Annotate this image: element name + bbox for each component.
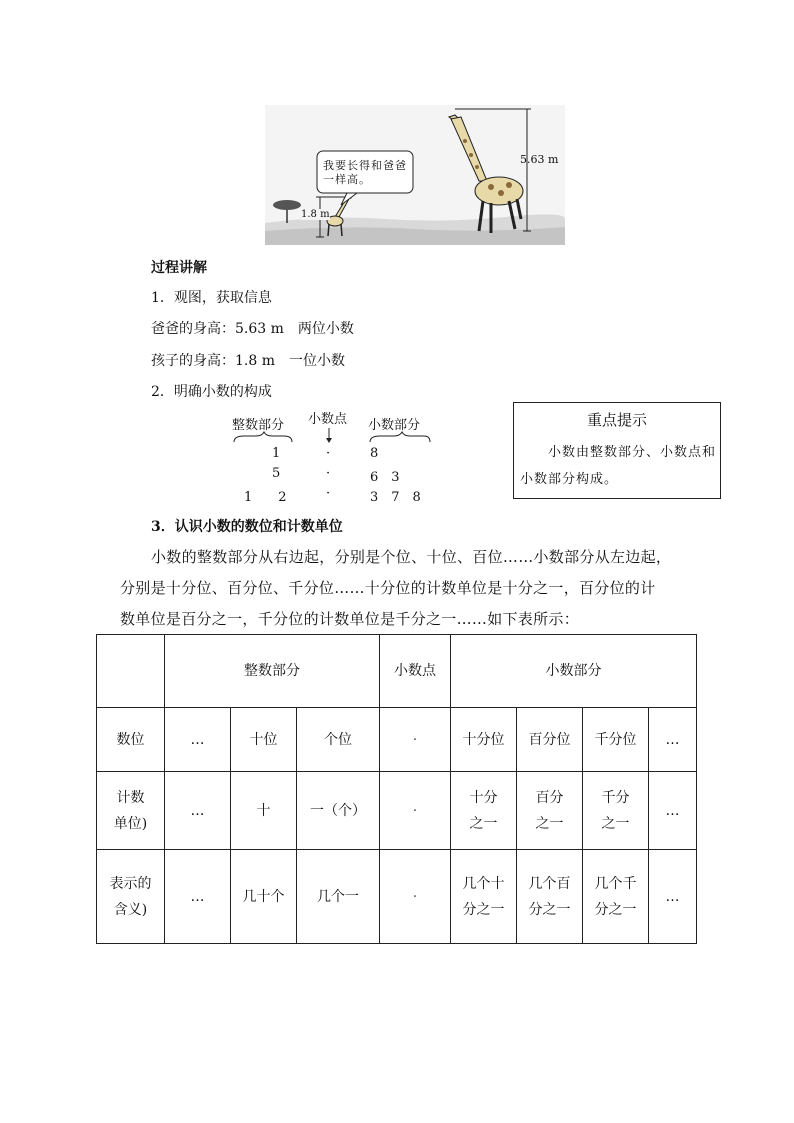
- meaning-cell-thousandths-line1: 几个千: [594, 875, 637, 892]
- table-row-unit: [97, 772, 697, 850]
- meaning-cell-hundredths-line2: 分之一: [528, 901, 571, 918]
- place-value-table: [96, 634, 697, 944]
- meaning-cell-tenths: [451, 850, 517, 944]
- table-row-meaning: [97, 850, 697, 944]
- place-cell-tens: 十位: [231, 708, 297, 772]
- step3-title: 3．认识小数的数位和计数单位: [151, 519, 343, 535]
- diagram-row3-fraction: 3 7 8: [370, 490, 421, 505]
- unit-cell-point: ·: [380, 772, 451, 850]
- section-title: 过程讲解: [151, 260, 207, 276]
- diagram-row2-point: ·: [326, 466, 331, 481]
- key-tip-box: [513, 402, 721, 499]
- place-label: 数位: [97, 708, 165, 772]
- unit-cell-tenth-line1: 十分: [469, 789, 498, 806]
- unit-cell-tenth: [451, 772, 517, 850]
- meaning-label: [97, 850, 165, 944]
- diagram-fraction-header: 小数部分: [368, 418, 421, 433]
- place-cell-tenths: 十分位: [451, 708, 517, 772]
- place-cell-hundredths: 百分位: [517, 708, 583, 772]
- meaning-cell-ellipsis-left: …: [165, 850, 231, 944]
- diagram-row2-fraction: 6 3: [370, 470, 400, 485]
- meaning-cell-thousandths-line2: 分之一: [594, 901, 637, 918]
- diagram-row1-fraction: 8: [370, 446, 379, 461]
- decimal-composition-diagram: [230, 408, 440, 508]
- diagram-row1-integer: 1: [272, 446, 281, 461]
- header-integer-part: 整数部分: [165, 635, 380, 708]
- step1-line2: 孩子的身高：1.8 m 一位小数: [151, 353, 345, 369]
- dad-height-label: 5.63 m: [520, 153, 559, 166]
- place-cell-ellipsis-right: …: [649, 708, 697, 772]
- meaning-cell-hundredths-line1: 几个百: [528, 875, 571, 892]
- giraffe-scene-drawing: [265, 105, 565, 245]
- diagram-row2-integer: 5: [272, 466, 281, 481]
- table-header-row: [97, 635, 697, 708]
- unit-cell-thousandth-line2: 之一: [601, 815, 630, 832]
- unit-cell-ten: 十: [231, 772, 297, 850]
- step1-title: 1．观图，获取信息: [151, 290, 272, 306]
- meaning-cell-thousandths: [583, 850, 649, 944]
- unit-label: [97, 772, 165, 850]
- meaning-cell-ellipsis-right: …: [649, 850, 697, 944]
- diagram-point-header: 小数点: [308, 412, 348, 427]
- unit-label-line2: 单位): [113, 815, 148, 832]
- tip-body: 小数由整数部分、小数点和小数部分构成。: [520, 445, 717, 487]
- unit-cell-hundredth-line2: 之一: [535, 815, 564, 832]
- step3-paragraph-line3: 数单位是百分之一，千分位的计数单位是千分之一……如下表所示：: [120, 610, 580, 628]
- meaning-cell-point: ·: [380, 850, 451, 944]
- meaning-cell-hundredths: [517, 850, 583, 944]
- unit-cell-ellipsis-right: …: [649, 772, 697, 850]
- unit-cell-one: 一（个）: [297, 772, 380, 850]
- unit-cell-ellipsis-left: …: [165, 772, 231, 850]
- meaning-cell-ones: 几个一: [297, 850, 380, 944]
- unit-cell-hundredth: [517, 772, 583, 850]
- tip-title: 重点提示: [586, 411, 647, 429]
- meaning-label-line1: 表示的: [109, 875, 152, 892]
- meaning-label-line2: 含义): [113, 901, 148, 918]
- speech-bubble-text: 我要长得和爸爸一样高。: [323, 159, 407, 186]
- meaning-cell-tenths-line2: 分之一: [462, 901, 505, 918]
- place-cell-ellipsis-left: …: [165, 708, 231, 772]
- child-height-label: 1.8 m: [301, 209, 330, 220]
- diagram-row1-point: ·: [326, 446, 331, 461]
- place-cell-point: ·: [380, 708, 451, 772]
- table-corner-cell: [97, 635, 165, 708]
- step2-title: 2．明确小数的构成: [151, 384, 272, 400]
- unit-cell-thousandth: [583, 772, 649, 850]
- place-cell-ones: 个位: [297, 708, 380, 772]
- unit-cell-hundredth-line1: 百分: [535, 789, 564, 806]
- diagram-braces: [230, 408, 440, 448]
- unit-cell-thousandth-line1: 千分: [601, 789, 630, 806]
- diagram-row3-integer: 1 2: [244, 490, 287, 505]
- unit-label-line1: 计数: [116, 789, 145, 806]
- meaning-cell-tenths-line1: 几个十: [462, 875, 505, 892]
- unit-cell-tenth-line2: 之一: [469, 815, 498, 832]
- step3-paragraph-line2: 分别是十分位、百分位、千分位……十分位的计数单位是十分之一，百分位的计: [120, 579, 656, 597]
- giraffe-illustration: [265, 105, 565, 245]
- step1-line1: 爸爸的身高：5.63 m 两位小数: [151, 321, 354, 337]
- table-row-place: [97, 708, 697, 772]
- diagram-row3-point: ·: [326, 486, 331, 501]
- place-cell-thousandths: 千分位: [583, 708, 649, 772]
- meaning-cell-tens: 几十个: [231, 850, 297, 944]
- diagram-integer-header: 整数部分: [232, 418, 285, 433]
- header-fraction-part: 小数部分: [451, 635, 697, 708]
- step3-paragraph-line1: 小数的整数部分从右边起，分别是个位、十位、百位……小数部分从左边起，: [151, 548, 672, 566]
- header-decimal-point: 小数点: [380, 635, 451, 708]
